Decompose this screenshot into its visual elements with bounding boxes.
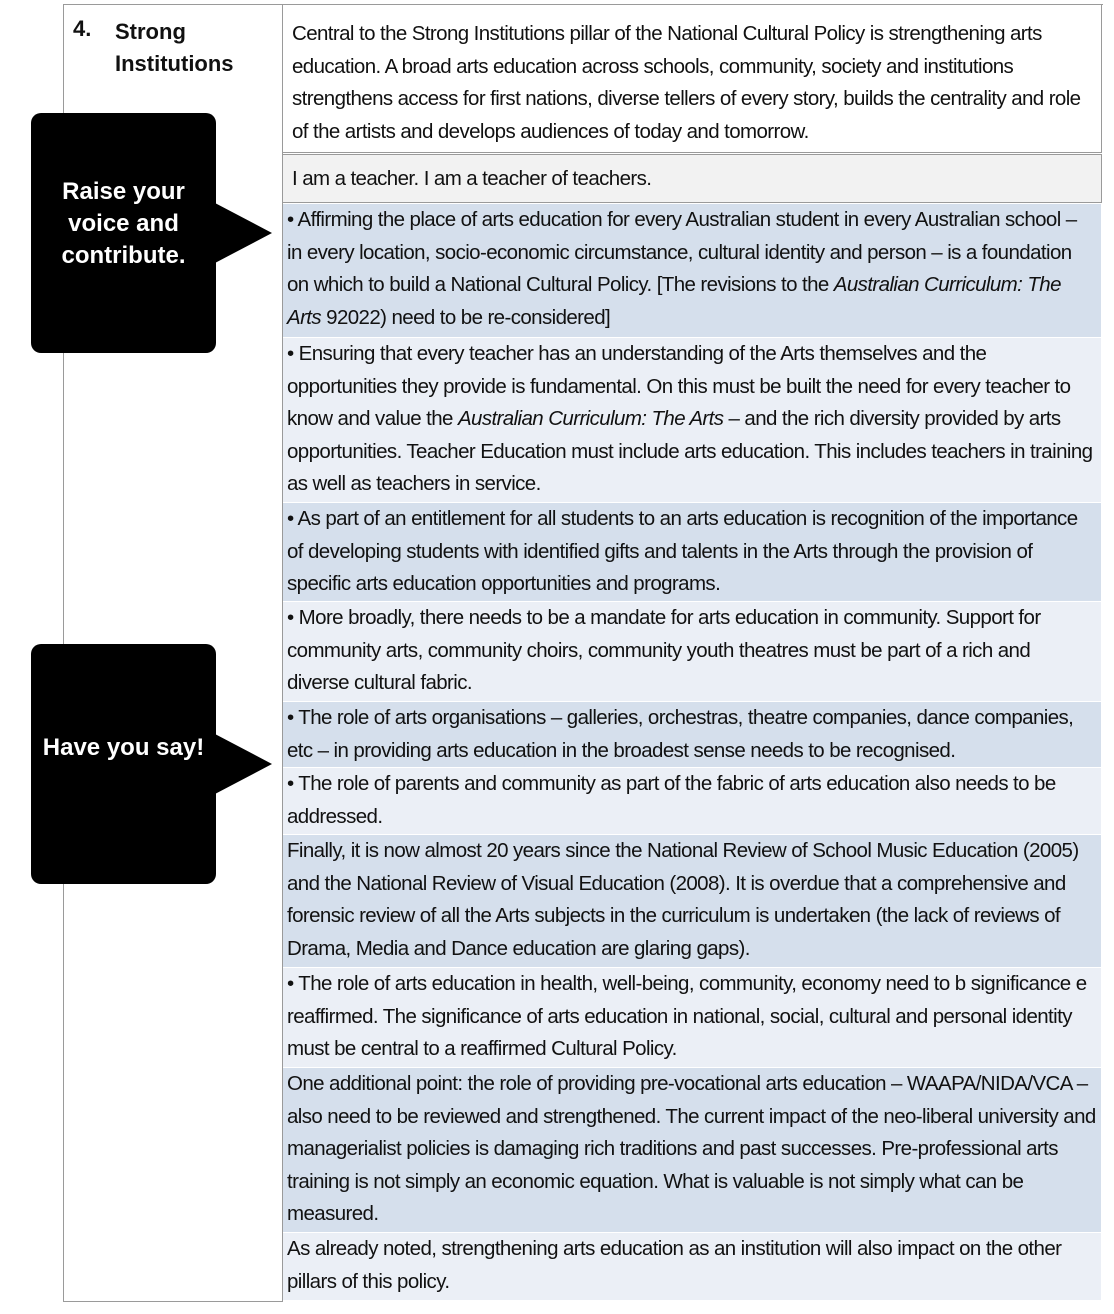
callout-raise-your-voice: Raise your voice and contribute. [31,113,216,353]
pillar-title: Strong Institutions [115,19,234,76]
response-item: As already noted, strengthening arts education as an institution will also impact on the other pillars of this policy. [283,1233,1101,1301]
responses-list [283,204,1101,1301]
response-item: • The role of parents and community as part of the fabric of arts education also needs to be addressed. [283,768,1101,835]
response-item: • The role of arts education in health, well-being, community, economy need to b significance e reaffirmed. The significance of arts education in national, social, cultural and personal identity must be central to a reaffirmed Cultural Policy. [283,968,1101,1068]
response-item: • Ensuring that every teacher has an understanding of the Arts themselves and the opportunities they provide is fundamental. On this must be built the need for every teacher to know and value the Australian Curriculum: The Arts – and the rich diversity provided by arts opportunities. Teacher Education must include arts education. This includes teachers in training as well as teachers in service. [283,338,1101,503]
response-item: Finally, it is now almost 20 years since the National Review of School Music Education (2005) and the National Review of Visual Education (2008). It is overdue that a comprehensive and forensic review of all the Arts subjects in the curriculum is undertaken (the lack of reviews of Drama, Media and Dance education are glaring gaps). [283,835,1101,968]
response-item: One additional point: the role of providing pre-vocational arts education – WAAPA/NIDA/VCA – also need to be reviewed and strengthened. The current impact of the neo-liberal university and managerialist policies is damaging rich traditions and past successes. Pre-professional arts training is not simply an economic equation. What is valuable is not simply what can be measured. [283,1068,1101,1233]
response-item: • As part of an entitlement for all students to an arts education is recognition of the importance of developing students with identified gifts and talents in the Arts through the provision of specific arts education opportunities and programs. [283,503,1101,602]
table-bottom-border [63,1301,283,1302]
response-item: • More broadly, there needs to be a mandate for arts education in community. Support for community arts, community choirs, community youth theatres must be part of a rich and diverse cultural fabric. [283,602,1101,702]
pillar-number: 4. [73,16,92,41]
intro-text: Central to the Strong Institutions pillar of the National Cultural Policy is strengthening arts education. A broad arts education across schools, community, society and institutions strengthens access for first nations, diverse tellers of every story, builds the centrality and role of the artists and develops audiences of today and tomorrow. [283,5,1102,153]
callout-have-you-say: Have you say! [31,644,216,884]
teacher-line: I am a teacher. I am a teacher of teachers. [283,154,1102,203]
response-item: • The role of arts organisations – galleries, orchestras, theatre companies, dance companies, etc – in providing arts education in the broadest sense needs to be recognised. [283,702,1101,768]
response-item: • Affirming the place of arts education for every Australian student in every Australian school – in every location, socio-economic circumstance, cultural identity and person – is a foundation on which to build a National Cultural Policy. [The revisions to the Australian Curriculum: The Arts 92022) need to be re-considered] [283,204,1101,338]
